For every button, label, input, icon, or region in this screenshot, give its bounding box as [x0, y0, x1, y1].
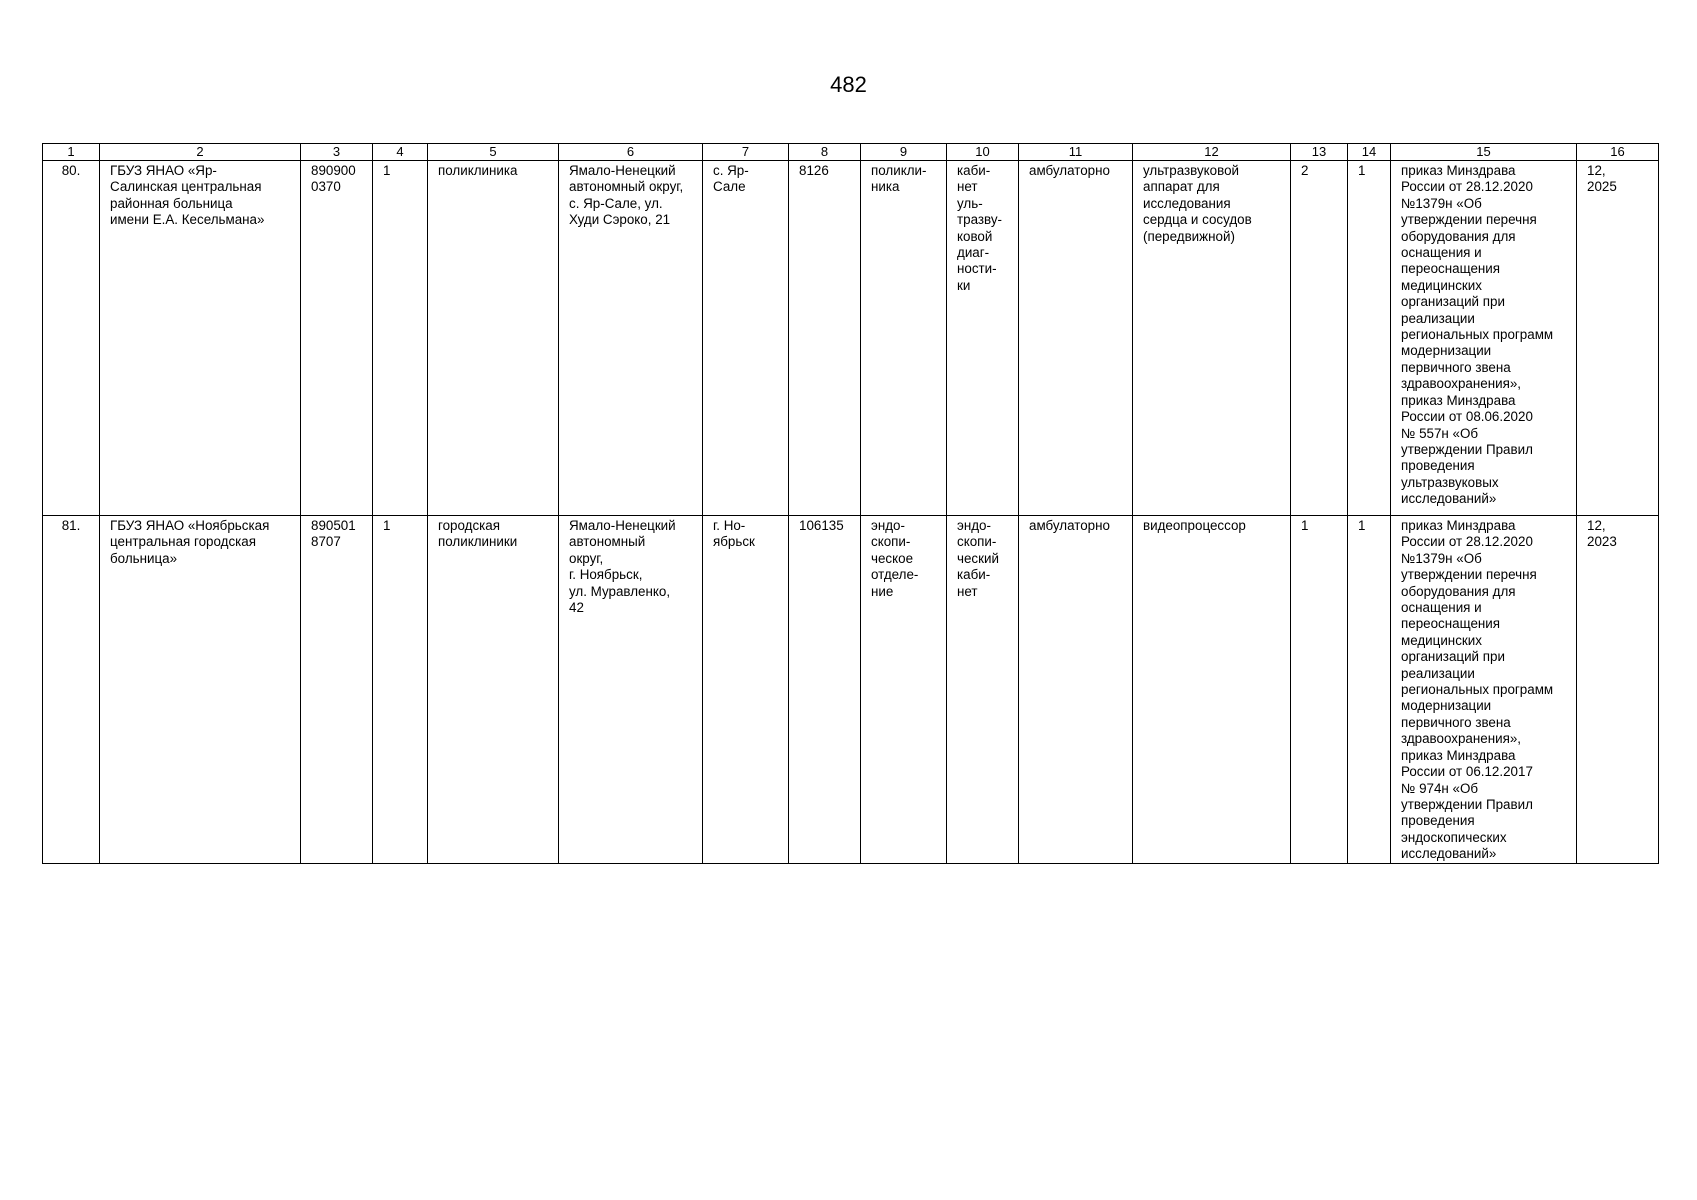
column-header: 16 — [1577, 144, 1659, 161]
column-header: 14 — [1348, 144, 1391, 161]
regulation-cell: приказ Минздрава России от 28.12.2020 №1379н «Об утверждении перечня оборудования для оснащения и переоснащения медицинских организаций при реализации региональных программ модернизации первичного звена здравоохранения», приказ Минздрава России от 06.12.2017 № 974н «Об утверждении Правил проведения эндоскопических исследований» — [1391, 516, 1577, 864]
row-number-cell: 80. — [43, 161, 100, 516]
equipment-cell: ультразвуковой аппарат для исследования сердца и сосудов (передвижной) — [1133, 161, 1291, 516]
quantity-cell: 1 — [1291, 516, 1348, 864]
room-cell: каби- нет уль- тразву- ковой диаг- ности- ки — [947, 161, 1019, 516]
column-header: 8 — [789, 144, 861, 161]
inn-cell: 890501 8707 — [301, 516, 373, 864]
address-cell: Ямало-Ненецкий автономный округ, г. Ноябрьск, ул. Муравленко, 42 — [559, 516, 703, 864]
equipment-registry-table — [42, 143, 1659, 864]
column-header: 10 — [947, 144, 1019, 161]
deadline-cell: 12, 2023 — [1577, 516, 1659, 864]
table-row — [43, 161, 1659, 516]
col14-cell: 1 — [1348, 161, 1391, 516]
settlement-cell: с. Яр- Сале — [703, 161, 789, 516]
column-header: 7 — [703, 144, 789, 161]
column-header: 1 — [43, 144, 100, 161]
col4-cell: 1 — [373, 161, 428, 516]
facility-type-cell: поликлиника — [428, 161, 559, 516]
inn-cell: 890900 0370 — [301, 161, 373, 516]
deadline-cell: 12, 2025 — [1577, 161, 1659, 516]
column-header: 2 — [100, 144, 301, 161]
column-number-header-row — [43, 144, 1659, 161]
page-number: 482 — [830, 72, 867, 97]
column-header: 12 — [1133, 144, 1291, 161]
care-condition-cell: амбулаторно — [1019, 516, 1133, 864]
facility-type-cell: городская поликлиники — [428, 516, 559, 864]
col4-cell: 1 — [373, 516, 428, 864]
column-header: 3 — [301, 144, 373, 161]
equipment-cell: видеопроцессор — [1133, 516, 1291, 864]
department-cell: эндо- скопи- ческое отделе- ние — [861, 516, 947, 864]
department-cell: поликли- ника — [861, 161, 947, 516]
population-cell: 8126 — [789, 161, 861, 516]
column-header: 5 — [428, 144, 559, 161]
column-header: 4 — [373, 144, 428, 161]
organization-cell: ГБУЗ ЯНАО «Яр- Салинская центральная районная больница имени Е.А. Кесельмана» — [100, 161, 301, 516]
column-header: 9 — [861, 144, 947, 161]
column-header: 6 — [559, 144, 703, 161]
organization-cell: ГБУЗ ЯНАО «Ноябрьская центральная городская больница» — [100, 516, 301, 864]
column-header: 13 — [1291, 144, 1348, 161]
column-header: 11 — [1019, 144, 1133, 161]
row-number-cell: 81. — [43, 516, 100, 864]
care-condition-cell: амбулаторно — [1019, 161, 1133, 516]
col14-cell: 1 — [1348, 516, 1391, 864]
column-header: 15 — [1391, 144, 1577, 161]
population-cell: 106135 — [789, 516, 861, 864]
table-row — [43, 516, 1659, 864]
settlement-cell: г. Но- ябрьск — [703, 516, 789, 864]
regulation-cell: приказ Минздрава России от 28.12.2020 №1379н «Об утверждении перечня оборудования для оснащения и переоснащения медицинских организаций при реализации региональных программ модернизации первичного звена здравоохранения», приказ Минздрава России от 08.06.2020 № 557н «Об утверждении Правил проведения ультразвуковых исследований» — [1391, 161, 1577, 516]
room-cell: эндо- скопи- ческий каби- нет — [947, 516, 1019, 864]
quantity-cell: 2 — [1291, 161, 1348, 516]
address-cell: Ямало-Ненецкий автономный округ, с. Яр-Сале, ул. Худи Сэроко, 21 — [559, 161, 703, 516]
